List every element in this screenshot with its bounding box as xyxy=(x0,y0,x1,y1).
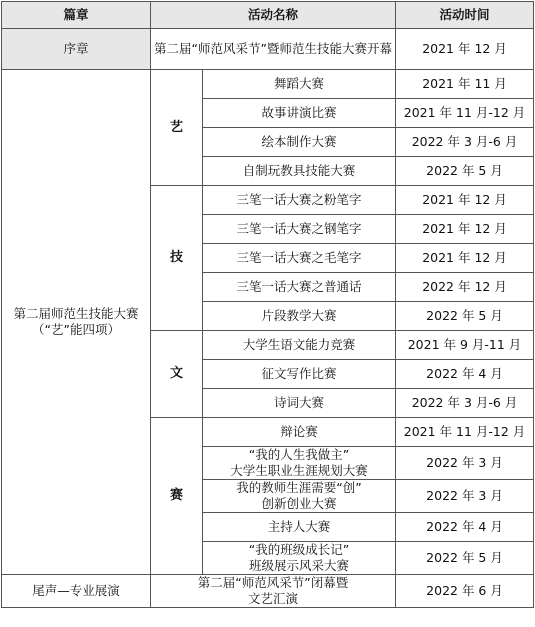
prologue-row xyxy=(2,29,534,70)
epilogue-name-cell: 第二届“师范风采节”闭幕暨 文艺汇演 xyxy=(151,575,396,608)
activity-time-cell: 2021 年 11 月 xyxy=(396,70,534,99)
activity-time-cell: 2021 年 11 月-12 月 xyxy=(396,99,534,128)
activity-name-cell: 辩论赛 xyxy=(203,418,396,447)
header-row xyxy=(2,2,534,29)
activity-time-cell: 2021 年 12 月 xyxy=(396,215,534,244)
activity-name-cell: 征文写作比赛 xyxy=(203,360,396,389)
activity-name-cell: 诗词大赛 xyxy=(203,389,396,418)
activity-time-cell: 2022 年 5 月 xyxy=(396,157,534,186)
prologue-time-cell: 2021 年 12 月 xyxy=(396,29,534,70)
prologue-name-cell: 第二届“师范风采节”暨师范生技能大赛开幕 xyxy=(151,29,396,70)
header-chapter: 篇章 xyxy=(2,2,151,29)
activity-time-cell: 2022 年 5 月 xyxy=(396,542,534,575)
activity-name-cell: 大学生语文能力竞赛 xyxy=(203,331,396,360)
activity-name-cell: 绘本制作大赛 xyxy=(203,128,396,157)
activity-time-cell: 2022 年 3 月 xyxy=(396,447,534,480)
main-chapter-cell: 第二届师范生技能大赛 （“艺”能四项） xyxy=(2,70,151,575)
activity-name-cell: 三笔一话大赛之钢笔字 xyxy=(203,215,396,244)
activity-name-cell: “我的人生我做主” 大学生职业生涯规划大赛 xyxy=(203,447,396,480)
table-row xyxy=(2,70,534,99)
activity-name-cell: 三笔一话大赛之毛笔字 xyxy=(203,244,396,273)
activity-time-cell: 2022 年 3 月 xyxy=(396,480,534,513)
activity-time-cell: 2021 年 11 月-12 月 xyxy=(396,418,534,447)
activity-time-cell: 2022 年 5 月 xyxy=(396,302,534,331)
activity-time-cell: 2021 年 12 月 xyxy=(396,186,534,215)
activity-time-cell: 2022 年 3 月-6 月 xyxy=(396,389,534,418)
activity-time-cell: 2021 年 9 月-11 月 xyxy=(396,331,534,360)
activity-name-cell: 舞蹈大赛 xyxy=(203,70,396,99)
activity-name-cell: 片段教学大赛 xyxy=(203,302,396,331)
prologue-chapter-cell: 序章 xyxy=(2,29,151,70)
activity-time-cell: 2022 年 3 月-6 月 xyxy=(396,128,534,157)
category-cell-ji: 技 xyxy=(151,186,203,331)
activity-time-cell: 2022 年 12 月 xyxy=(396,273,534,302)
activity-time-cell: 2022 年 4 月 xyxy=(396,360,534,389)
category-cell-yi: 艺 xyxy=(151,70,203,186)
activity-name-cell: 主持人大赛 xyxy=(203,513,396,542)
activity-name-cell: 三笔一话大赛之粉笔字 xyxy=(203,186,396,215)
activity-schedule-table xyxy=(1,1,534,608)
activity-name-cell: 我的教师生涯需要“创” 创新创业大赛 xyxy=(203,480,396,513)
category-cell-sai: 赛 xyxy=(151,418,203,575)
header-activity-name: 活动名称 xyxy=(151,2,396,29)
activity-time-cell: 2021 年 12 月 xyxy=(396,244,534,273)
activity-name-cell: 故事讲演比赛 xyxy=(203,99,396,128)
header-activity-time: 活动时间 xyxy=(396,2,534,29)
activity-name-cell: “我的班级成长记” 班级展示风采大赛 xyxy=(203,542,396,575)
category-cell-wen: 文 xyxy=(151,331,203,418)
activity-name-cell: 三笔一话大赛之普通话 xyxy=(203,273,396,302)
epilogue-row xyxy=(2,575,534,608)
epilogue-time-cell: 2022 年 6 月 xyxy=(396,575,534,608)
epilogue-chapter-cell: 尾声—专业展演 xyxy=(2,575,151,608)
activity-time-cell: 2022 年 4 月 xyxy=(396,513,534,542)
activity-name-cell: 自制玩教具技能大赛 xyxy=(203,157,396,186)
